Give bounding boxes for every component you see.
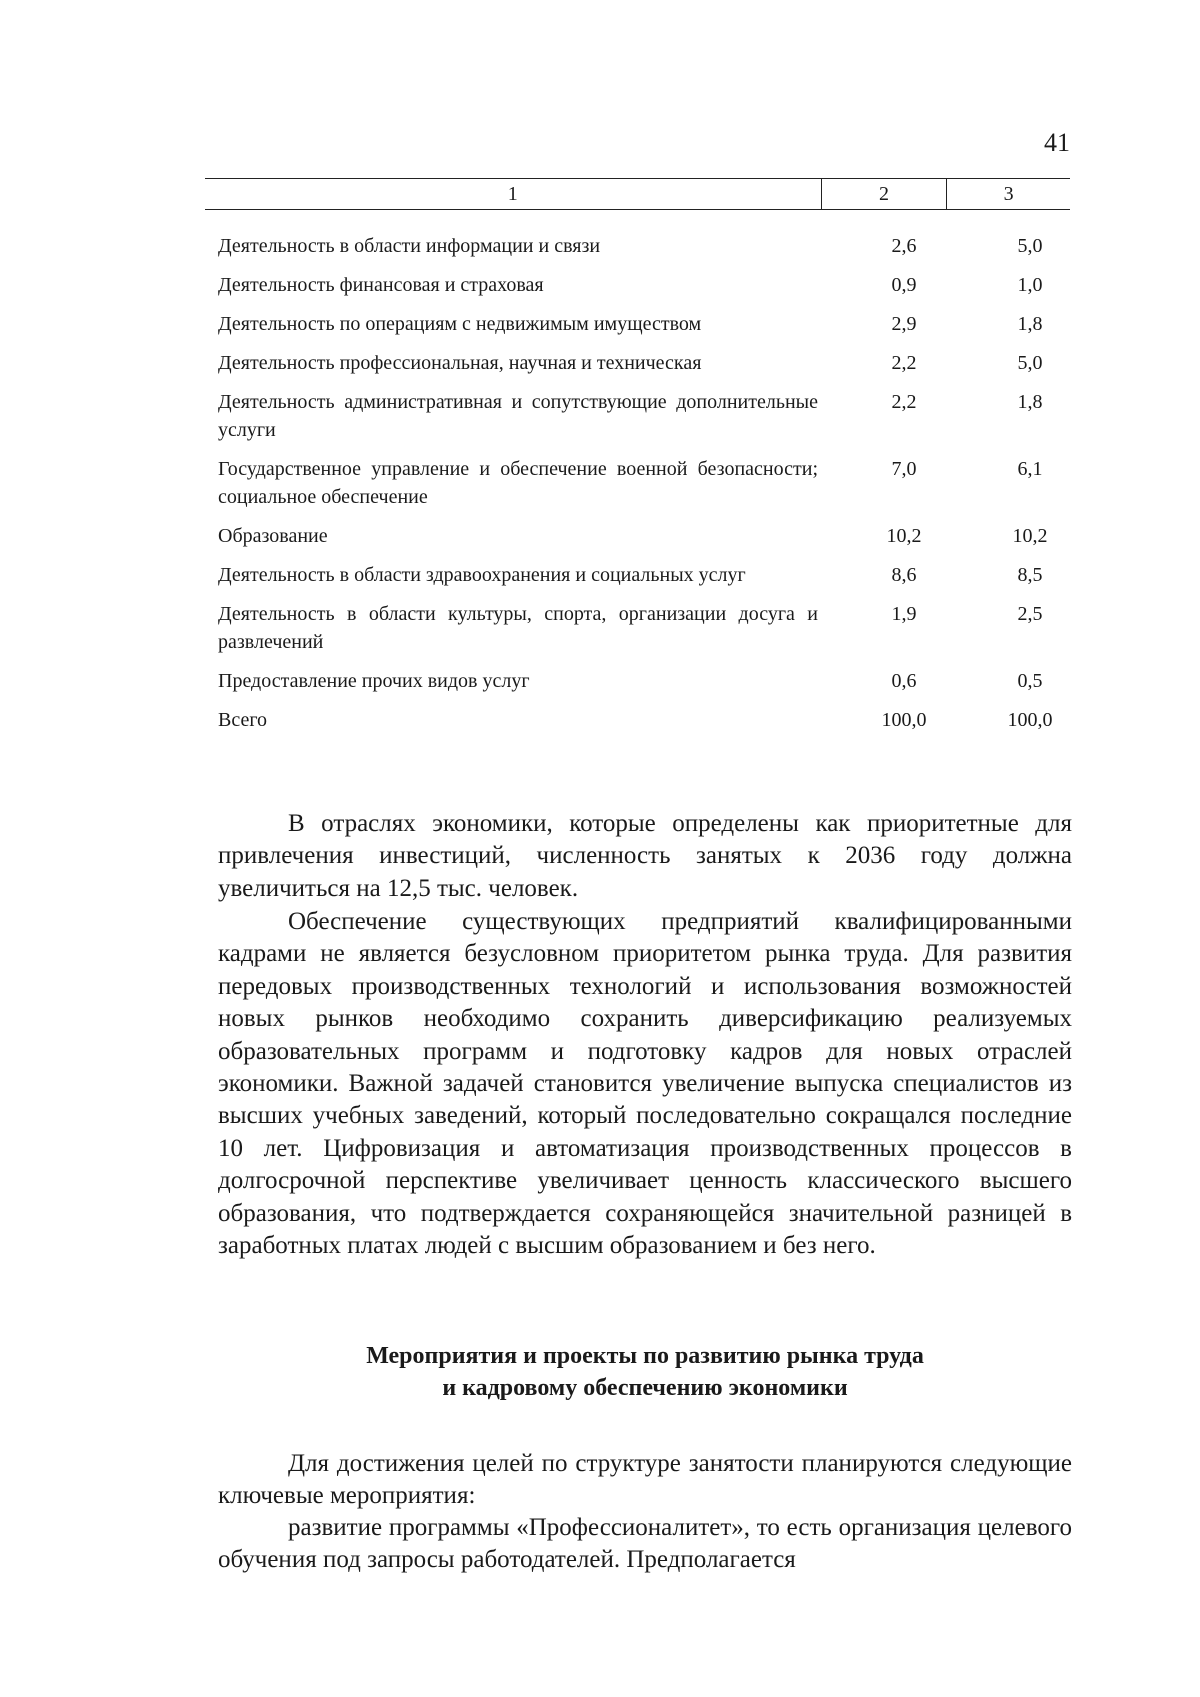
table-row xyxy=(218,667,1070,695)
row-value-col-2: 2,6 xyxy=(891,235,917,257)
paragraph-2: Обеспечение существующих предприятий квалифицированными кадрами не является безусловном приоритетом рынка труда. Для развития передовых производственных технологий и использования возможностей новых рынков необходимо сохранить диверсификацию реализуемых образовательных программ и подготовку кадров для новых отраслей экономики. Важной задачей становится увеличение выпуска специалистов из высших учебных заведений, который последовательно сокращался последние 10 лет. Цифровизация и автоматизация производственных процессов в долгосрочной перспективе увеличивает ценность классического высшего образования, что подтверждается сохраняющейся значительной разницей в заработных платах людей с высшим образованием и без него. xyxy=(218,908,1072,1260)
row-value-col-3: 1,8 xyxy=(1017,313,1043,335)
table-body xyxy=(218,232,1070,745)
table-row xyxy=(218,232,1070,260)
section-heading-line-2: и кадровому обеспечению экономики xyxy=(442,1375,848,1401)
section-heading-line-1: Мероприятия и проекты по развитию рынка труда xyxy=(366,1343,924,1369)
row-value-col-2: 7,0 xyxy=(891,458,917,480)
row-name: Образование xyxy=(218,525,328,547)
row-value-col-2: 2,9 xyxy=(891,313,917,335)
row-name: Предоставление прочих видов услуг xyxy=(218,670,530,692)
row-value-col-3: 1,0 xyxy=(1017,274,1043,296)
paragraph-4: развитие программы «Профессионалитет», то есть организация целевого обучения под запросы работодателей. Предполагается xyxy=(218,1514,1072,1574)
row-value-col-3: 100,0 xyxy=(1007,709,1053,731)
row-name: Деятельность административная и сопутствующие дополнительные услуги xyxy=(218,391,818,441)
table-header xyxy=(205,178,1070,210)
row-name: Деятельность в области здравоохранения и социальных услуг xyxy=(218,564,746,586)
table-header-col-2: 2 xyxy=(822,179,948,209)
row-value-col-3: 2,5 xyxy=(1017,603,1043,625)
row-value-col-2: 10,2 xyxy=(886,525,922,547)
table-row xyxy=(218,706,1070,734)
row-value-col-2: 8,6 xyxy=(891,564,917,586)
table-row xyxy=(218,561,1070,589)
table-row xyxy=(218,271,1070,299)
table-row xyxy=(218,600,1070,656)
row-name: Деятельность в области информации и связи xyxy=(218,235,601,257)
row-value-col-2: 2,2 xyxy=(891,391,917,413)
row-value-col-3: 5,0 xyxy=(1017,352,1043,374)
row-value-col-2: 1,9 xyxy=(891,603,917,625)
row-value-col-3: 0,5 xyxy=(1017,670,1043,692)
row-value-col-2: 100,0 xyxy=(881,709,927,731)
section-heading xyxy=(218,1340,1072,1404)
row-value-col-2: 0,6 xyxy=(891,670,917,692)
row-name: Деятельность финансовая и страховая xyxy=(218,274,544,296)
table-row xyxy=(218,388,1070,444)
table-header-col-3: 3 xyxy=(1003,182,1014,205)
row-name: Деятельность в области культуры, спорта, организации досуга и развлечений xyxy=(218,603,818,653)
paragraph-3: Для достижения целей по структуре занятости планируются следующие ключевые мероприятия: xyxy=(218,1450,1072,1510)
row-name: Государственное управление и обеспечение военной безопасности; социальное обеспечение xyxy=(218,458,818,508)
row-value-col-3: 10,2 xyxy=(1012,525,1048,547)
row-value-col-2: 0,9 xyxy=(891,274,917,296)
row-name: Всего xyxy=(218,709,268,731)
table-header-col-1: 1 xyxy=(205,179,822,209)
row-value-col-3: 5,0 xyxy=(1017,235,1043,257)
row-name: Деятельность профессиональная, научная и техническая xyxy=(218,352,702,374)
row-name: Деятельность по операциям с недвижимым имуществом xyxy=(218,313,702,335)
table-row xyxy=(218,310,1070,338)
row-value-col-3: 1,8 xyxy=(1017,391,1043,413)
row-value-col-2: 2,2 xyxy=(891,352,917,374)
table-row xyxy=(218,455,1070,511)
page-number: 41 xyxy=(1044,128,1070,157)
paragraph-1: В отраслях экономики, которые определены как приоритетные для привлечения инвестиций, численность занятых к 2036 году должна увеличиться на 12,5 тыс. человек. xyxy=(218,810,1072,902)
row-value-col-3: 6,1 xyxy=(1017,458,1043,480)
table-row xyxy=(218,349,1070,377)
row-value-col-3: 8,5 xyxy=(1017,564,1043,586)
table-row xyxy=(218,522,1070,550)
